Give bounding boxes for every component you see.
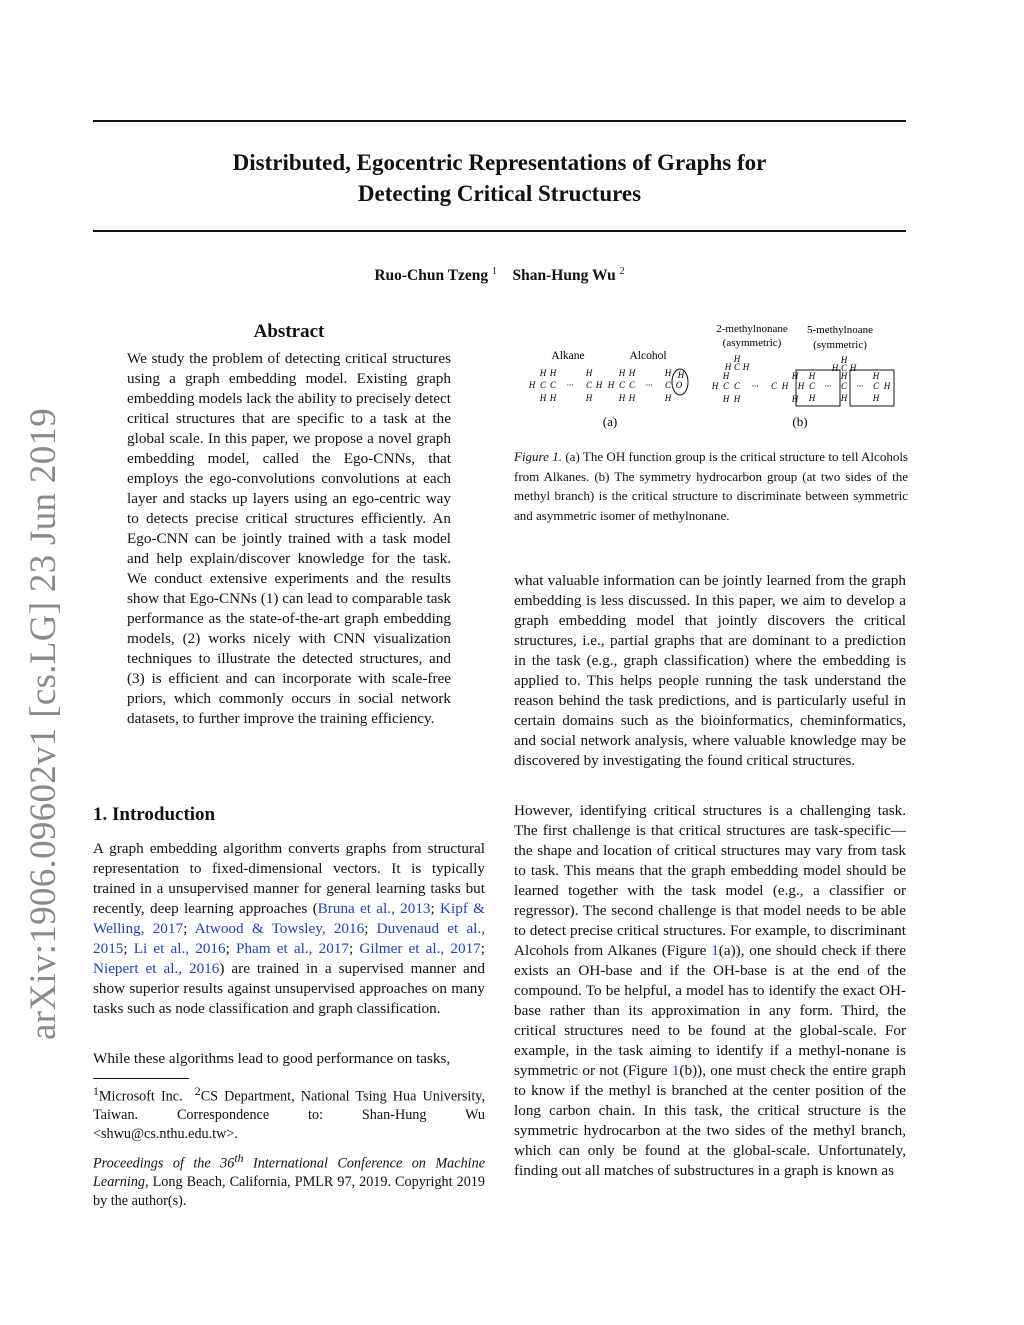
svg-text:H: H [585,393,593,403]
label-asymmetric: 2-methylnonane [716,323,788,335]
author-name: Shan-Hung Wu [512,267,616,285]
body-text: (b)), one must check the entire graph to know if the methyl is branched at the center position of the long carbon chain. In this task, the critical structure is the symmetric hydrocarbon at the two sides of the methyl branch, which can only be found at the global-scale. Unfortunately, finding out all matches of substructures in a graph is known as [514,1062,906,1179]
figure-ref-link[interactable]: 1 [671,1062,680,1079]
svg-text:C: C [664,380,672,390]
svg-text:C: C [840,363,848,373]
svg-text:H: H [664,368,672,378]
label-alkane: Alkane [551,350,585,362]
alkane-molecule [528,368,603,403]
intro-paragraph-2: While these algorithms lead to good performance on tasks, [93,1050,451,1067]
svg-text:H: H [797,381,805,391]
svg-text:H: H [872,371,880,381]
author-list [93,266,906,285]
citation-link[interactable]: Bruna et al., 2013 [317,900,431,917]
footnote-rule [93,1078,189,1079]
svg-text:H: H [628,393,636,403]
subfigure-label-b: (b) [792,414,808,429]
svg-text:C: C [539,380,547,390]
svg-text:H: H [840,355,848,365]
svg-text:H: H [664,393,672,403]
caption-text: (a) The OH function group is the critical structure to tell Alcohols from Alkanes. (b) The symmetry hydrocarbon group (at two sides of the methyl branch) is the critical structure to discriminate between symmetric and asymmetric isomer of methylnonane. [514,449,908,523]
footnote-text: Microsoft Inc. [98,1088,189,1105]
svg-text:H: H [840,393,848,403]
figure-1-caption [514,447,908,525]
svg-text:H: H [539,368,547,378]
section-heading-introduction: 1. Introduction [93,804,216,825]
proceedings-text: , Long Beach, California, PMLR 97, 2019. Copyright 2019 by the author(s). [93,1174,485,1209]
label-symmetric: 5-methylnoane [807,324,873,336]
svg-text:H: H [618,393,626,403]
svg-text:H: H [528,380,536,390]
symmetric-molecule [797,355,891,403]
svg-text:H: H [791,394,799,404]
svg-text:H: H [733,394,741,404]
svg-text:H: H [607,380,615,390]
svg-text:H: H [585,368,593,378]
svg-text:H: H [742,362,750,372]
label-symmetric-sub: (symmetric) [813,339,867,351]
svg-text:H: H [849,363,857,373]
svg-text:···: ··· [645,380,653,390]
citation-link[interactable]: Pham et al., 2017 [236,940,349,957]
svg-text:C: C [808,381,816,391]
footnote-affiliations: $^1$Microsoft Inc. $^2$CS Department, National Tsing Hua University, Taiwan. Correspondence to: Shan-Hung Wu <shwu@cs.nthu.edu.tw>. [93,1084,485,1142]
title-line-1: Distributed, Egocentric Representations of Graphs for [232,150,767,175]
svg-text:H: H [883,381,891,391]
author-name: Ruo-Chun Tzeng [374,267,489,285]
svg-text:C: C [770,381,778,391]
abstract-heading: Abstract [253,321,325,342]
svg-text:O: O [675,380,683,390]
intro-paragraph-1: A graph embedding algorithm converts graphs from structural representation to fixed-dimensional vectors. It is typically trained in a unsupervised manner for general learning tasks but recently, deep learning approaches (Bruna et al., 2013; Kipf & Welling, 2017; Atwood & Towsley, 2016; Duvenaud et al., 2015; Li et al., 2016; Pham et al., 2017; Gilmer et al., 2017; Niepert et al., 2016) are trained in a supervised manner and show superior results against unsupervised approaches on many tasks such as node classification and graph classification. [93,840,485,1017]
footnote-text: CS Department, National Tsing Hua University, Taiwan. Correspondence to: Shan-Hung Wu <shwu@cs.nthu.edu.tw>. [93,1088,485,1142]
asymmetric-molecule [711,354,799,404]
svg-text:H: H [840,371,848,381]
title-bottom-rule [93,230,906,232]
abstract-text: We study the problem of detecting critical structures using a graph embedding model. Existing graph embedding models lack the ability to precisely detect critical structures that are specific to a task at the global scale. In this paper, we propose a novel graph embedding model, called the Ego-CNNs, that employs the ego-convolutions convolutions at each layer and stacks up layers using an ego-centric way to detects precise critical structures efficiently. An Ego-CNN can be jointly trained with a task model and help explain/discover knowledge for the task. We conduct extensive experiments and the results show that Ego-CNNs (1) can lead to comparable task performance as the state-of-the-art graph embedding models, (2) works nicely with CNN visualization techniques to illustrate the detected structures, and (3) is efficient and can incorporate with scale-free priors, which commonly occurs in social network datasets, to further improve the training efficiency. [127,350,451,727]
proceedings-note [93,1149,485,1210]
svg-text:H: H [722,371,730,381]
alcohol-molecule [607,368,685,403]
citation-link[interactable]: Gilmer et al., 2017 [359,940,481,957]
title-line-2: Detecting Critical Structures [357,181,642,206]
proceedings-text: Proceedings of the 36 [93,1155,235,1172]
svg-text:H: H [808,393,816,403]
right-paragraph-1: what valuable information can be jointly learned from the graph embedding is less discussed. In this paper, we aim to develop a graph embedding model that jointly discovers the critical structures, i.e., partial graphs that are dominant to a prediction in the task (e.g., graph classification) where the embedding is applied to. This helps people running the task understand the reason behind the task predictions, and is particularly useful in certain domains such as the bioinformatics, cheminformatics, and social network analysis, where valuable knowledge may be discovered by investigating the found critical structures. [514,572,906,769]
svg-text:H: H [831,363,839,373]
body-text: (a)), one should check if there exists an OH-base and if the OH-base is at the end of the compound. To be helpful, a model has to identify the exact OH-base rather than its approximation in any form. Third, the critical structures need to be found at the global-scale. For example, in the task aiming to identify if a methyl-nonane is symmetric or not (Figure [514,942,906,1079]
svg-text:H: H [677,370,685,380]
citation-link[interactable]: Li et al., 2016 [133,940,226,957]
citation-link[interactable]: Kipf & Welling, 2017 [93,900,485,937]
svg-text:H: H [791,371,799,381]
svg-text:H: H [781,381,789,391]
svg-text:C: C [585,380,593,390]
title-top-rule [93,120,906,122]
svg-text:···: ··· [856,381,864,391]
svg-text:H: H [808,371,816,381]
svg-text:C: C [549,380,557,390]
svg-text:C: C [628,380,636,390]
svg-text:H: H [872,393,880,403]
svg-text:H: H [539,393,547,403]
svg-text:C: C [872,381,880,391]
svg-text:C: C [722,381,730,391]
svg-text:H: H [595,380,603,390]
svg-text:H: H [628,368,636,378]
svg-text:H: H [722,394,730,404]
svg-text:C: C [733,381,741,391]
svg-text:···: ··· [566,380,574,390]
arxiv-watermark: arXiv:1906.09602v1 [cs.LG] 23 Jun 2019 [23,407,64,1040]
body-text: However, identifying critical structures is a challenging task. The first challenge is that critical structures are task-specific—the shape and location of critical structures may vary from task to task. This means that the graph embedding model should be learned together with the task model (e.g., a classifier or regressor). The second challenge is that model needs to be able to detect precise critical structures. For example, to discriminant Alcohols from Alkanes (Figure [514,802,906,959]
figure-1-diagram [510,318,910,436]
svg-text:H: H [724,362,732,372]
caption-label: Figure 1. [514,449,562,464]
author-affiliation: 2 [619,266,625,277]
proceedings-text: th [234,1151,244,1165]
svg-text:H: H [549,368,557,378]
svg-text:C: C [840,381,848,391]
svg-text:H: H [549,393,557,403]
svg-text:···: ··· [824,381,832,391]
subfigure-label-a: (a) [602,414,618,429]
svg-text:H: H [618,368,626,378]
svg-text:C: C [733,362,741,372]
right-paragraph-2 [514,801,906,1181]
citation-link[interactable]: Duvenaud et al., 2015 [93,920,485,957]
intro-text: ) are trained in a supervised manner and show superior results against unsupervised approaches on many tasks such as node classification and graph classification. [93,960,485,1017]
paper-title [93,147,906,209]
figure-ref-link[interactable]: 1 [711,942,719,959]
intro-text: A graph embedding algorithm converts graphs from structural representation to fixed-dimensional vectors. It is typically trained in a unsupervised manner for general learning tasks but recently, deep learning approaches ( [93,840,485,917]
label-alcohol: Alcohol [629,350,667,362]
svg-text:H: H [733,354,741,364]
label-asymmetric-sub: (asymmetric) [722,337,782,349]
svg-text:H: H [711,381,719,391]
citation-link[interactable]: Atwood & Towsley, 2016 [194,920,365,937]
svg-text:···: ··· [751,381,759,391]
citation-link[interactable]: Niepert et al., 2016 [93,960,220,977]
proceedings-text: International Conference on Machine Learning [93,1155,485,1191]
svg-text:C: C [618,380,626,390]
author-affiliation: 1 [492,266,498,277]
